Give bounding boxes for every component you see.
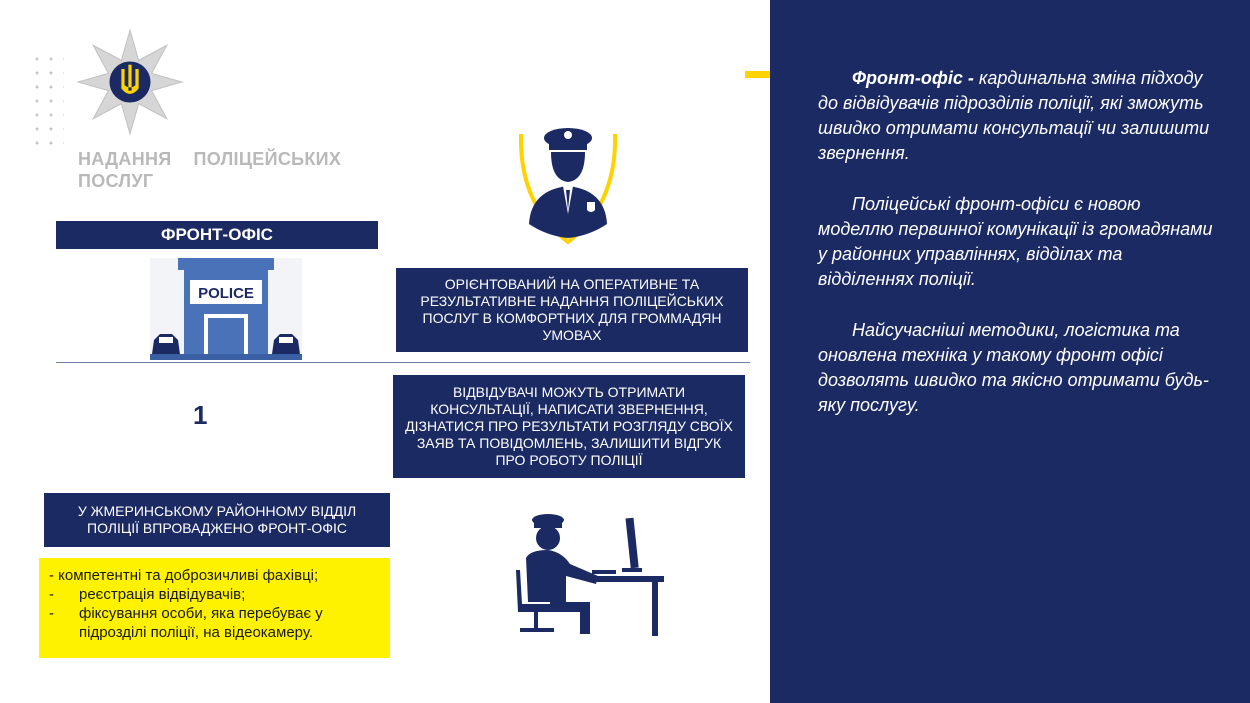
brand-title xyxy=(78,148,341,192)
features-list xyxy=(39,558,390,658)
visitors-info-box: ВІДВІДУВАЧІ МОЖУТЬ ОТРИМАТИ КОНСУЛЬТАЦІЇ, НАПИСАТИ ЗВЕРНЕННЯ, ДІЗНАТИСЯ ПРО РЕЗУЛЬТАТИ РОЗГЛЯДУ СВОЇХ ЗАЯВ ТА ПОВІДОМЛЕНЬ, ЗАЛИШИТИ ВІДГУК ПРО РОБОТУ ПОЛІЦІЇ xyxy=(393,375,745,478)
list-item xyxy=(49,566,380,585)
paragraph-text: кардинальна зміна підходу до відвідувачів підрозділів поліції, які зможуть швидко отримати консультації чи залишити звернення. xyxy=(818,68,1210,163)
oriented-info-box: ОРІЄНТОВАНИЙ НА ОПЕРАТИВНЕ ТА РЕЗУЛЬТАТИВНЕ НАДАННЯ ПОЛІЦЕЙСЬКИХ ПОСЛУГ В КОМФОРТНИХ ДЛЯ ГРОММАДЯН УМОВАХ xyxy=(396,268,748,352)
list-item-text: фіксування особи, яка перебуває у підрозділі поліції, на відеокамеру. xyxy=(79,605,323,641)
slide-number: 1 xyxy=(193,400,208,430)
police-sign-text: POLICE xyxy=(198,285,254,302)
list-item-text: - компетентні та доброзичливі фахівці; xyxy=(49,567,319,584)
brand-word-2: ПОЛІЦЕЙСЬКИХ xyxy=(193,149,342,169)
officer-at-desk-icon xyxy=(510,512,666,638)
police-building-icon xyxy=(150,258,302,360)
description-paragraph-2: Поліцейські фронт-офіси є новою моделлю первинної комунікації із громадянами у районних управліннях, відділах та відділеннях поліції. xyxy=(818,194,1213,289)
front-office-term: Фронт-офіс - xyxy=(852,68,974,88)
brand-word-3: ПОСЛУГ xyxy=(78,171,154,191)
front-office-title: ФРОНТ-ОФІС xyxy=(56,221,378,249)
list-item xyxy=(49,604,380,642)
police-officer-icon xyxy=(519,124,617,244)
description-paragraph-3: Найсучасніші методики, логістика та оновлена техніка у такому фронт офісі дозволять швидко та якісно отримати будь-яку послугу. xyxy=(818,320,1209,415)
list-dash: - xyxy=(49,586,54,603)
list-item xyxy=(49,585,380,604)
description-paragraph-1 xyxy=(818,66,1213,166)
decorative-dots xyxy=(30,52,64,152)
section-divider xyxy=(56,362,750,363)
police-star-emblem-icon xyxy=(76,28,184,136)
zhmerynka-info-box: У ЖМЕРИНСЬКОМУ РАЙОННОМУ ВІДДІЛ ПОЛІЦІЇ ВПРОВАДЖЕНО ФРОНТ-ОФІС xyxy=(44,493,390,547)
list-dash: - xyxy=(49,605,54,622)
brand-word-1: НАДАННЯ xyxy=(78,149,172,169)
list-item-text: реєстрація відвідувачів; xyxy=(79,586,246,603)
description-text xyxy=(818,66,1213,444)
